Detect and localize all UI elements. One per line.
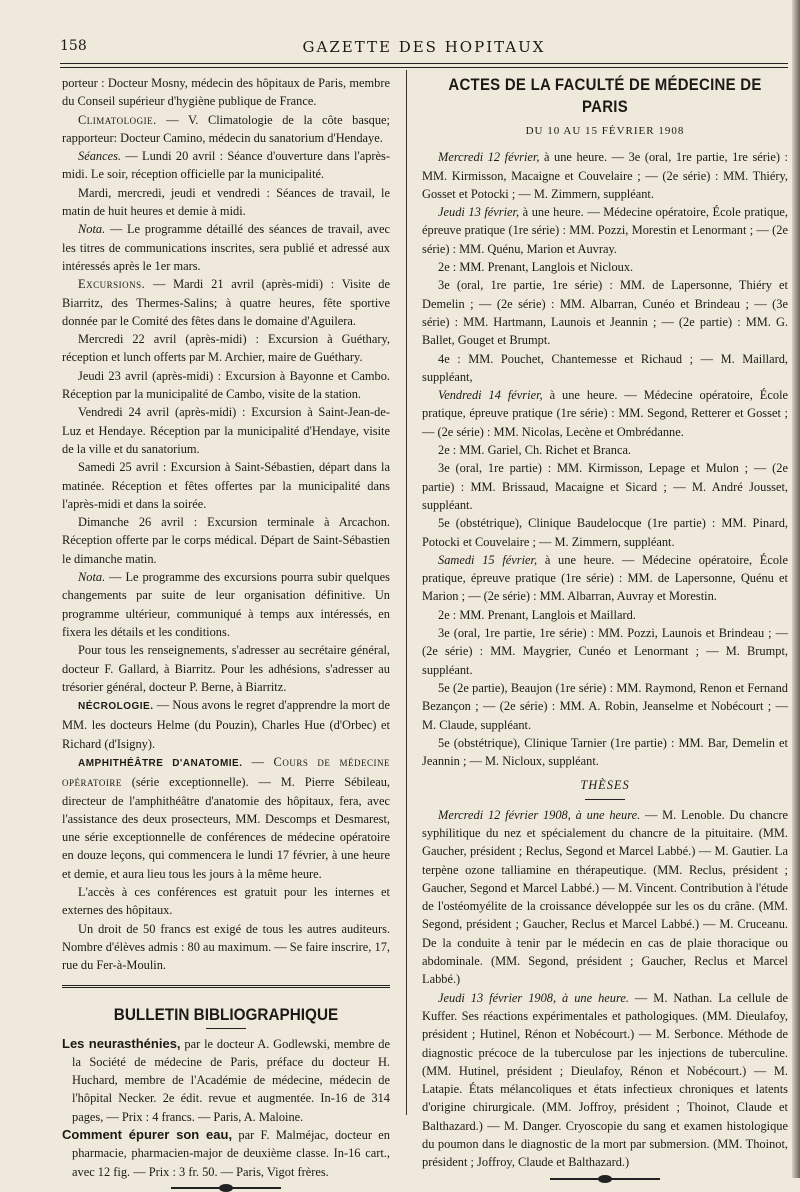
paragraph: porteur : Docteur Mosny, médecin des hôpitaux de Paris, membre du Conseil supérieur d'hygiène publique de France. xyxy=(62,76,390,109)
exam-entry: 5e (obstétrique), Clinique Baudelocque (1re partie) : MM. Pinard, Potocki et Couvelaire ; — M. Zimmern, suppléant. xyxy=(422,516,788,549)
exam-entry: 5e (2e partie), Beaujon (1re série) : MM. Raymond, Renon et Fernand Bezançon ; — (2e série) : MM. A. Robin, Jeanselme et Nobécourt ; — M. Claude, suppléant. xyxy=(422,680,788,732)
page-header xyxy=(60,38,788,60)
theses-title: THÈSES xyxy=(580,778,630,793)
column-divider xyxy=(406,70,407,1115)
title-underline xyxy=(206,1028,246,1029)
paragraph: Climatologie. — V. Climatologie de la côte basque; rapporteur: Docteur Camino, médecin du sanatorium d'Hendaye. xyxy=(62,112,390,145)
exam-entry: Jeudi 13 février, à une heure. — Médecine opératoire, École pratique, épreuve pratique (1re série) : MM. Pozzi, Morestin et Lenormant ; — (2e série) : MM. Quénu, Marion et Auvray. xyxy=(422,205,788,256)
title-underline xyxy=(585,799,625,800)
exam-entry: Samedi 15 février, à une heure. — Médecine opératoire, École pratique, épreuve pratique (1re série) : MM. de Lapersonne, Quénu et Marion ; — (2e série) : MM. Albarran, Auvray et Morestin. xyxy=(422,552,788,604)
thesis-entry: Jeudi 13 février 1908, à une heure. — M. Nathan. La cellule de Kuffer. Ses réactions expérimentales et pathologiques. (MM. Dieulafoy, président ; Hutinel, Rénon et Nobécourt.) — M. Serbonce. Méthode de diagnostic précoce de la tuberculose par les injections de tuberculine. (MM. Hutinel, président ; Dieulafoy, Rénon et Nobécourt.) — M. Latapie. États mélancoliques et états infectieux chroniques et latents d'origine chirurgicale. (MM. Joffroy, président ; Thoinot, Claude et Balthazard.) — M. Danger. Cryoscopie du sang et examen histologique du poumon dans le diagnostic de la mort par submersion. (MM. Thoinot, président ; Joffroy, Claude et Balthazard.) xyxy=(422,990,788,1170)
bibliography-entry: Comment épurer son eau, par F. Malméjac, docteur en pharmacie, pharmacien-major de deuxième classe. In-16 cart., avec 12 fig. — Prix : 3 fr. 50. — Paris, Vigot frères. xyxy=(62,1127,390,1179)
section-rule xyxy=(62,985,390,988)
paragraph: Dimanche 26 avril : Excursion terminale à Arcachon. Réception offerte par le corps médical. Départ de Saint-Sébastien le dimanche matin. xyxy=(62,515,390,566)
header-rule-bottom xyxy=(60,67,788,68)
paragraph: Nota. — Le programme des excursions pourra subir quelques changements par suite de leur organisation définitive. Un programme ultérieur, communiqué à temps aux intéressés, en fixera les détails et les conditions. xyxy=(62,570,390,639)
header-rule-top xyxy=(60,63,788,64)
right-column xyxy=(422,74,788,1180)
paragraph: Pour tous les renseignements, s'adresser au secrétaire général, docteur F. Gallard, à Biarritz. Pour les adhésions, s'adresser au trésorier général, docteur P. Berne, à Biarritz. xyxy=(62,643,390,694)
running-head: GAZETTE DES HOPITAUX xyxy=(302,38,546,56)
paragraph: Mardi, mercredi, jeudi et vendredi : Séances de travail, le matin de huit heures et demie à midi. xyxy=(62,185,390,219)
exam-entry: 3e (oral, 1re partie) : MM. Kirmisson, Lepage et Mulon ; — (2e partie) : MM. Brissaud, Macaigne et Sicard ; — M. André Jousset, suppléant. xyxy=(422,461,788,512)
exam-entry: 2e : MM. Gariel, Ch. Richet et Branca. xyxy=(438,443,632,458)
bibliography-entry: Les neurasthénies, par le docteur A. Godlewski, membre de la Société de médecine de Paris, préface du docteur H. Huchard, membre de l'Académie de médecine, médecin de l'hôpital Necker. 2e édit. revue et augmentée. In-16 de 314 pages, — Prix : 4 francs. — Paris, A. Maloine. xyxy=(62,1035,390,1124)
exam-entry: 2e : MM. Prenant, Langlois et Maillard. xyxy=(438,607,636,622)
paragraph: Mercredi 22 avril (après-midi) : Excursion à Guéthary, réception et lunch offerts par M. Archier, maire de Guéthary. xyxy=(62,332,390,365)
exam-entry: Vendredi 14 février, à une heure. — Médecine opératoire, École pratique, épreuve pratique (1re série) : MM. Segond, Retterer et Gosset ; — (2e série) : MM. Nicolas, Lecène et Ombrédanne. xyxy=(422,388,789,439)
paragraph: Séances. — Lundi 20 avril : Séance d'ouverture dans l'après-midi. Le soir, réception officielle par la municipalité. xyxy=(62,149,390,182)
exam-entry: Mercredi 12 février, à une heure. — 3e (oral, 1re partie, 1re série) : MM. Kirmisson, Macaigne et Couvelaire ; — (2e série) : MM. Thiéry, Gosset et Potocki ; — M. Zimmern, suppléant. xyxy=(422,150,788,201)
paragraph: Excursions. — Mardi 21 avril (après-midi) : Visite de Biarritz, des Thermes-Salins; à quatre heures, fête sportive donnée par le Comité des fêtes dans le domaine d'Aguilera. xyxy=(62,277,390,328)
page-number: 158 xyxy=(60,38,87,54)
exam-entry: 3e (oral, 1re partie, 1re série) : MM. Pozzi, Launois et Brindeau ; — (2e série) : MM. Maygrier, Cunéo et Lenormant ; — M. Brumpt, suppléant. xyxy=(422,626,788,677)
amphitheatre-paragraph: AMPHITHÉÂTRE D'ANATOMIE. — Cours de médecine opératoire (série exceptionnelle). — M. Pierre Sébileau, directeur de l'amphithéâtre d'anatomie des hôpitaux, fera, avec l'assistance des deux prosecteurs, MM. Descomps et Desmarest, une série exceptionnelle de conférences de médecine opératoire en douze leçons, qui commencera le lundi 17 février, à une heure et demie, et aura lieu tous les jours à la même heure. xyxy=(62,754,390,881)
exam-entry: 2e : MM. Prenant, Langlois et Nicloux. xyxy=(438,260,634,275)
page-edge-shadow xyxy=(792,0,800,1178)
paragraph: L'accès à ces conférences est gratuit pour les internes et externes des hôpitaux. xyxy=(62,885,390,918)
necrology-paragraph: NÉCROLOGIE. — Nous avons le regret d'apprendre la mort de MM. les docteurs Helme (du Pouzin), Charles Hue (d'Orbec) et Richard (d'Isigny). xyxy=(62,698,390,751)
paragraph: Vendredi 24 avril (après-midi) : Excursion à Saint-Jean-de-Luz et Hendaye. Réception par la municipalité d'Hendaye, visite de la ville et du sanatorium. xyxy=(62,405,390,456)
section-title: ACTES DE LA FACULTÉ DE MÉDECINE DE PARIS xyxy=(448,75,762,116)
exam-entry: 4e : MM. Pouchet, Chantemesse et Richaud ; — M. Maillard, suppléant, xyxy=(422,351,788,384)
section-subtitle: DU 10 AU 15 FÉVRIER 1908 xyxy=(525,125,685,137)
exam-entry: 5e (obstétrique), Clinique Tarnier (1re partie) : MM. Bar, Demelin et Jeannin ; — M. Nicloux, suppléant. xyxy=(422,735,788,769)
bulletin-title: BULLETIN BIBLIOGRAPHIQUE xyxy=(113,1004,339,1024)
paragraph: Nota. — Le programme détaillé des séances de travail, avec les titres de communications inscrites, sera publié et adressé aux intéressés après le 1er mars. xyxy=(62,222,390,273)
thesis-entry: Mercredi 12 février 1908, à une heure. — M. Lenoble. Du chancre syphilitique du nez et spécialement du chancre de la pituitaire. (MM. Gaucher, président ; Reclus, Segond et Marcel Labbé.) — M. Gautier. La terpène ozone talliamine en thérapeutique. (MM. Reclus, président ; Gaucher, Segond et Marcel Labbé.) — M. Vincent. Contribution à l'étude de l'ostéomyélite de la croissance développée sur les os du crâne. (MM. Segond, président ; Gaucher, Reclus et Marcel Labbé.) — M. Cruceanu. De la conduite à tenir par le médecin en cas de plaie thoracique ou abdominale. (MM. Segond, président ; Gaucher, Reclus et Marcel Labbé.) xyxy=(422,807,788,987)
end-ornament xyxy=(171,1187,281,1189)
left-column xyxy=(62,74,390,1189)
paragraph: Samedi 25 avril : Excursion à Saint-Sébastien, départ dans la matinée. Réception et fêtes offertes par la municipalité dans l'après-midi et dans la soirée. xyxy=(62,460,390,511)
paragraph: Un droit de 50 francs est exigé de tous les autres auditeurs. Nombre d'élèves admis : 80 au maximum. — Se faire inscrire, 17, rue du Fer-à-Moulin. xyxy=(62,921,390,973)
paragraph: Jeudi 23 avril (après-midi) : Excursion à Bayonne et Cambo. Réception par la municipalité de Cambo, visite de la station. xyxy=(62,368,390,402)
exam-entry: 3e (oral, 1re partie, 1re série) : MM. de Lapersonne, Thiéry et Demelin ; — (2e série) : MM. Albarran, Cunéo et Brindeau ; — (3e série) : MM. Hartmann, Launois et Jeannin ; — (2e partie) : MM. G. Ballet, Gouget et Brumpt. xyxy=(422,278,788,348)
